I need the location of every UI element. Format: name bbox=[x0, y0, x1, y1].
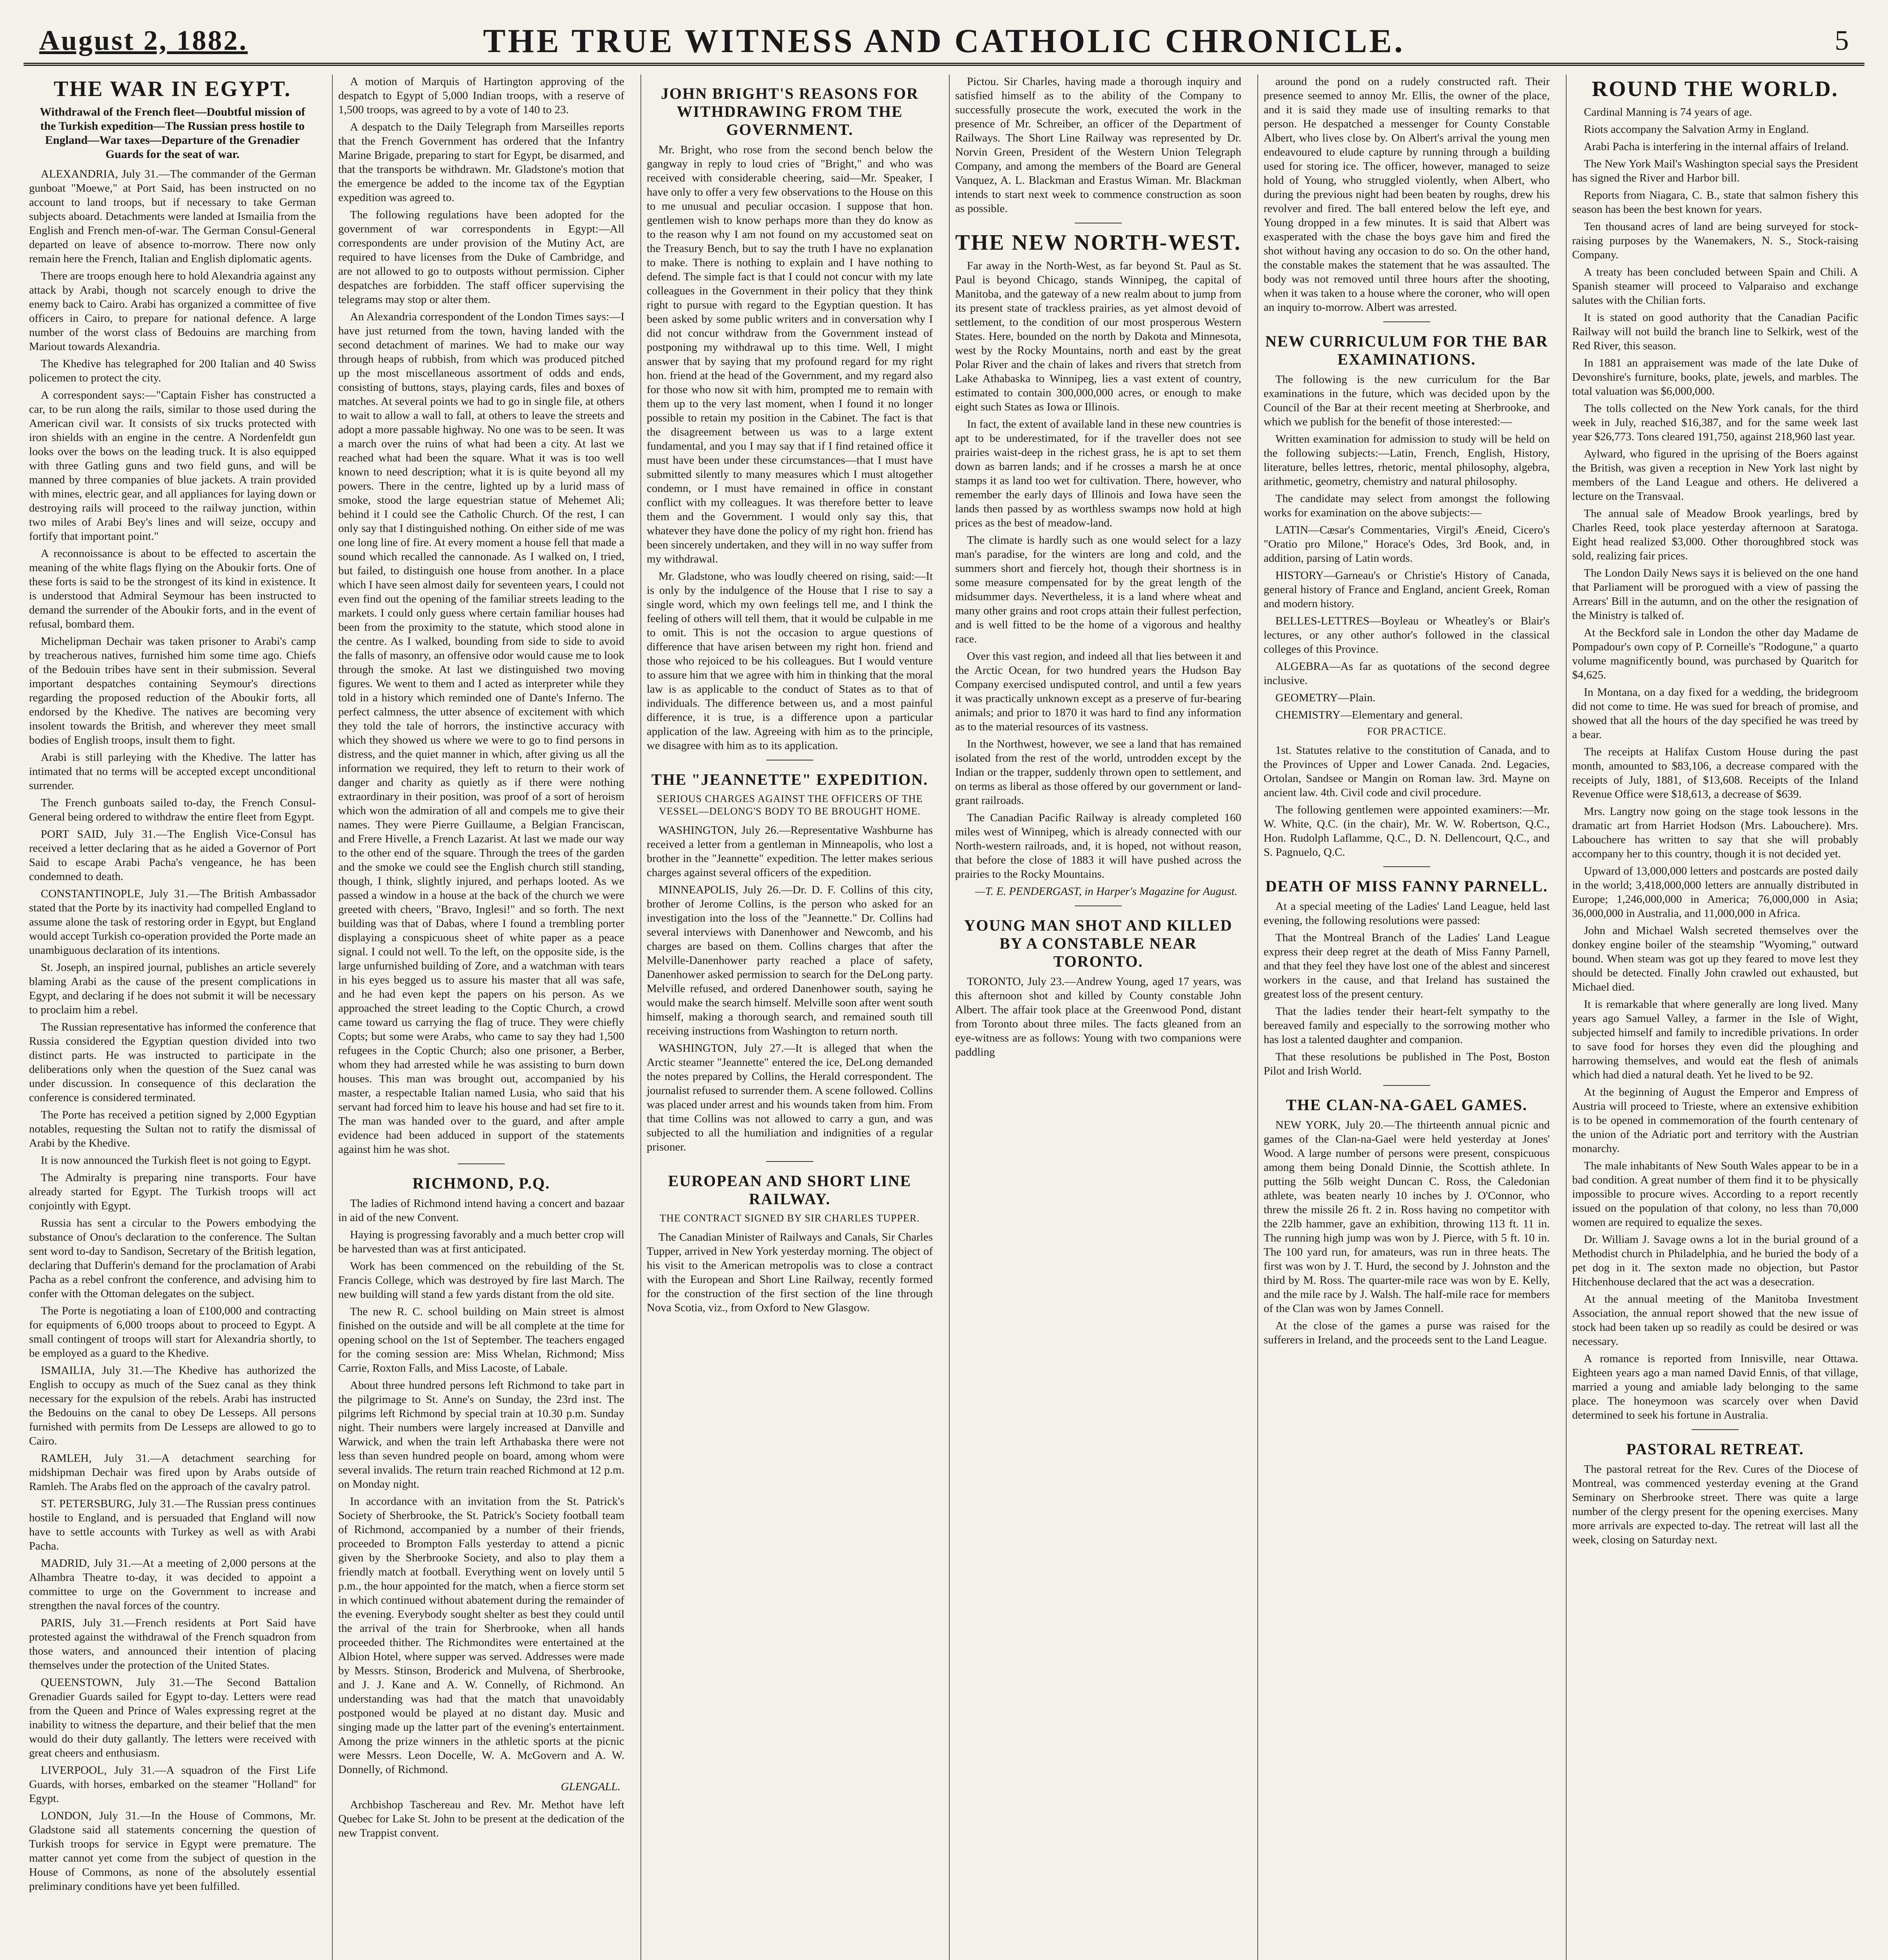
paragraph: The following is the new curriculum for the Bar examinations in the future, which was decided upon by the Council of the Bar at their recent meeting at Sherbrooke, and which we publish for the benefit of those interested:— bbox=[1264, 373, 1550, 428]
column-2 bbox=[332, 74, 630, 1960]
article-heading-toronto-shooting: YOUNG MAN SHOT AND KILLED BY A CONSTABLE NEAR TORONTO. bbox=[964, 916, 1233, 970]
paragraph: In 1881 an appraisement was made of the late Duke of Devonshire's furniture, books, plate, jewels, and marbles. The total valuation was $6,000,000. bbox=[1572, 357, 1858, 397]
paragraph: In the Northwest, however, we see a land that has remained isolated from the rest of the world, untrodden except by the Indian or the trapper, suddenly thrown open to settlement, and on terms as liberal as those offered by our government or land-grant railroads. bbox=[955, 738, 1241, 807]
paragraph: NEW YORK, July 20.—The thirteenth annual picnic and games of the Clan-na-Gael were held yesterday at Jones' Wood. A large number of persons were present, conspicuous among them being Donald Dinnie, the Scottish athlete. In putting the 56lb weight Duncan C. Ross, the Caledonian athlete, was beaten nearly 10 inches by J. O'Connor, who threw the missile 26 ft. 2 in. Ross having no competitor with the 22lb hammer, gave an exhibition, throwing 113 ft. 11 in. The running high jump was won by J. Pierce, with 5 ft. 10 in. The 100 yard run, for amateurs, was run in three heats. The first was won by J. T. Hurd, the second by J. Johnston and the third by M. Ross. The quarter-mile race was won by E. Kelly, and the mile race by J. Walsh. The half-mile race for members of the Clan was won by James Connell. bbox=[1264, 1119, 1550, 1315]
column-3 bbox=[640, 74, 938, 1960]
paragraph: It is stated on good authority that the Canadian Pacific Railway will not build the branch line to Selkirk, west of the Red River, this season. bbox=[1572, 311, 1858, 352]
paragraph: At a special meeting of the Ladies' Land League, held last evening, the following resolutions were passed: bbox=[1264, 900, 1550, 927]
paragraph: It is now announced the Turkish fleet is not going to Egypt. bbox=[41, 1154, 311, 1167]
subsection-label: FOR PRACTICE. bbox=[1367, 726, 1447, 737]
paragraph: The Porte has received a petition signed by 2,000 Egyptian notables, requesting the Sultan not to ratify the dismissal of Arabi by the Khedive. bbox=[29, 1109, 316, 1149]
paragraph: The candidate may select from amongst the following works for examination on the above subjects:— bbox=[1264, 492, 1550, 519]
paragraph: St. Joseph, an inspired journal, publishes an article severely blaming Arabi as the cause of the present complications in Egypt, and declaring if he does not submit it will be necessary to proclaim him a rebel. bbox=[29, 961, 316, 1016]
article-signature: —T. E. PENDERGAST, in Harper's Magazine for August. bbox=[975, 885, 1237, 898]
paragraph: RAMLEH, July 31.—A detachment searching for midshipman Dechair was fired upon by Arabs outside of Ramleh. The Arabs fled on the approach of the cavalry patrol. bbox=[29, 1452, 316, 1493]
paragraph: Haying is progressing favorably and a much better crop will be harvested than was at first anticipated. bbox=[338, 1229, 624, 1255]
paragraph: ALEXANDRIA, July 31.—The commander of the German gunboat "Moewe," at Port Said, has been instructed on no account to land troops, but if necessary to take German subjects aboard. Detachments were landed at Ismailia from the English and French men-of-war. The German Consul-General departed on leave of absence to-morrow. There now only remain here the French, Italian and English diplomatic agents. bbox=[29, 168, 316, 265]
masthead bbox=[24, 16, 1864, 66]
paragraph: Work has been commenced on the rebuilding of the St. Francis College, which was destroyed by fire last March. The new building will stand a few yards distant from the old site. bbox=[338, 1260, 624, 1301]
paragraph: Mrs. Langtry now going on the stage took lessons in the dramatic art from Harriet Hodson (Mrs. Labouchere). Mrs. Labouchere has written to say that she will probably accompany her to this country, though it is not decided yet. bbox=[1572, 805, 1858, 860]
article-heading-jeannette: THE "JEANNETTE" EXPEDITION. bbox=[651, 771, 929, 788]
paragraph: WASHINGTON, July 27.—It is alleged that when the Arctic steamer "Jeannette" entered the ice, DeLong demanded the notes prepared by Collins, the Herald correspondent. The journalist refused to surrender them. A scene followed. Collins was placed under arrest and his wounds taken from him. From that time Collins was not allowed to carry a gun, and was subjected to all the humiliation and indignities of a regular prisoner. bbox=[647, 1042, 933, 1153]
paragraph: LONDON, July 31.—In the House of Commons, Mr. Gladstone said all statements concerning the question of Turkish troops for service in Egypt were premature. The matter cannot yet come from the subject of question in the House of Commons, as none of the absolutely essential preliminary conditions have yet been fulfilled. bbox=[29, 1809, 316, 1893]
paragraph: The male inhabitants of New South Wales appear to be in a bad condition. A great number of them find it to be physically impossible to procure wives. According to a report recently issued on the population of that colony, no less than 70,000 women are required to equalize the sexes. bbox=[1572, 1160, 1858, 1229]
paragraph: HISTORY—Garneau's or Christie's History of Canada, general history of France and England, ancient Greek, Roman and modern history. bbox=[1264, 569, 1550, 610]
paragraph: John and Michael Walsh secreted themselves over the donkey engine boiler of the steamship "Wyoming," outward bound. When steam was got up they feared to move lest they should be detected. Finally John crawled out exhausted, but Michael died. bbox=[1572, 924, 1858, 993]
paragraph: MADRID, July 31.—At a meeting of 2,000 persons at the Alhambra Theatre to-day, it was decided to appoint a committee to urge on the Government to increase and strengthen the naval forces of the country. bbox=[29, 1557, 316, 1612]
paragraph: Over this vast region, and indeed all that lies between it and the Arctic Ocean, for two hundred years the Hudson Bay Company exercised undisputed control, and until a few years it was practically unknown except as a preserve of fur-bearing animals; and prior to 1870 it was hard to find any information as to the material resources of its vastness. bbox=[955, 650, 1241, 733]
paragraph: The ladies of Richmond intend having a concert and bazaar in aid of the new Convent. bbox=[338, 1197, 624, 1224]
article-deck: Withdrawal of the French fleet—Doubtful mission of the Turkish expedition—The Russian press hostile to England—War taxes—Departure of the Grenadier Guards for the seat of war. bbox=[40, 105, 305, 161]
newspaper-title: THE TRUE WITNESS AND CATHOLIC CHRONICLE. bbox=[483, 22, 1405, 60]
paragraph: PARIS, July 31.—French residents at Port Said have protested against the withdrawal of the French squadron from those waters, and announced their intention of placing themselves under the protection of the United States. bbox=[29, 1617, 316, 1671]
paragraph: In accordance with an invitation from the St. Patrick's Society of Sherbrooke, the St. Patrick's Society football team of Richmond, accompanied by a number of their friends, proceeded to Brompton Falls yesterday to attend a picnic given by the Sherbrooke Society, and also to play them a friendly match at football. Everything went on lovely until 5 p.m., the hour appointed for the match, when a fierce storm set in which continued without abatement during the remainder of the evening. Everybody sought shelter as best they could until the arrival of the train for Sherbrooke, when all hands proceeded thither. The Richmondites were entertained at the Albion Hotel, where supper was served. Addresses were made by Messrs. Stinson, Broderick and Mulvena, of Sherbrooke, and J. J. Kane and A. W. Connelly, of Richmond. An understanding was had that the match that unavoidably postponed would be played at no distant day. Music and singing made up the latter part of the evening's entertainment. Among the prize winners in the athletic sports at the picnic were Messrs. Leon Docelle, W. A. McGovern and A. W. Donnelly, of Richmond. bbox=[338, 1495, 624, 1776]
page-number: 5 bbox=[1835, 25, 1849, 56]
paragraph: The tolls collected on the New York canals, for the third week in July, reached $16,387, and for the same week last year $26,773. Tons cleared 191,750, against 218,960 last year. bbox=[1572, 402, 1858, 443]
paragraph: Michelipman Dechair was taken prisoner to Arabi's camp by treacherous natives, furnished him some time ago. Chiefs of the Bedouin tribes have sent in their submission. Several important despatches containing Seymour's directions regarding the proposed reduction of the Aboukir forts, all endorsed by the Khedive. The natives are becoming very insolent towards the British, and wherever they meet small bodies of English troops, insult them to fight. bbox=[29, 635, 316, 746]
paragraph: About three hundred persons left Richmond to take part in the pilgrimage to St. Anne's on Sunday, the 23rd inst. The pilgrims left Richmond by special train at 10.30 p.m. Sunday night. Their numbers were largely increased at Danville and Warwick, and when the train left Arthabaska there were not less than seven hundred people on board, among whom were several invalids. The return train reached Richmond at 12 p.m. on Monday night. bbox=[338, 1379, 624, 1490]
article-heading-railway: EUROPEAN AND SHORT LINE RAILWAY. bbox=[668, 1172, 912, 1208]
paragraph: A reconnoissance is about to be effected to ascertain the meaning of the white flags flying on the Aboukir forts. One of these forts is said to be the strongest of its kind in existence. It is understood that Admiral Seymour has been instructed to demand the surrender of the Aboukir forts, and in the event of refusal, bombard them. bbox=[29, 547, 316, 630]
paragraph: Reports from Niagara, C. B., state that salmon fishery this season has been the best known for years. bbox=[1572, 189, 1858, 216]
column-5 bbox=[1257, 74, 1555, 1960]
section-divider bbox=[1383, 321, 1430, 322]
paragraph: Upward of 13,000,000 letters and postcards are posted daily in the world; 3,418,000,000 letters are annually distributed in Europe; 1,246,000,000 in America; 76,000,000 in Asia; 36,000,000 in Australia, and 11,000,000 in Africa. bbox=[1572, 865, 1858, 920]
columns bbox=[24, 74, 1864, 1960]
paragraph: ALGEBRA—As far as quotations of the second degree inclusive. bbox=[1264, 660, 1550, 687]
paragraph: around the pond on a rudely constructed raft. Their presence seemed to annoy Mr. Ellis, the owner of the place, and it is said they made use of insulting remarks to that person. He despatched a messenger for County Constable Albert, who lives close by. On Albert's arrival the young men endeavoured to elude capture by running through a building used for storing ice. The officer, however, managed to seize hold of Young, who struggled violently, when Albert, who during the previous night had been beaten by roughs, drew his revolver and fired. The ball entered below the left eye, and Young dropped in a few minutes. It is said that Albert was exasperated with the chase the boys gave him and fired the shot without having any occasion to do so. On the other hand, the constable makes the statement that he was assaulted. The body was not removed until three hours after the shooting, when it was taken to a house where the coroner, who will open an inquiry to-morrow. Albert was arrested. bbox=[1264, 75, 1550, 314]
paragraph: The climate is hardly such as one would select for a lazy man's paradise, for the winters are long and cold, and the summers short and fiercely hot, though their shortness is in some measure compensated for by the great length of the midsummer days. Nevertheless, it is a land where wheat and many other grains and root crops attain their fullest perfection, and is well fitted to be the home of a vigorous and healthy race. bbox=[955, 534, 1241, 645]
paragraph: A despatch to the Daily Telegraph from Marseilles reports that the French Government has ordered that the Infantry Marine Brigade, preparing to start for Egypt, be disarmed, and that the transports be withdrawn. Mr. Gladstone's motion that the emergence be added to the income tax of the Egyptian expedition was agreed to. bbox=[338, 121, 624, 204]
article-deck: THE CONTRACT SIGNED BY SIR CHARLES TUPPER. bbox=[660, 1212, 920, 1224]
article-heading-fanny-parnell: DEATH OF MISS FANNY PARNELL. bbox=[1265, 877, 1548, 895]
paragraph: In Montana, on a day fixed for a wedding, the bridegroom did not come to time. He was sued for breach of promise, and showed that all the hours of the day specified he was treed by a bear. bbox=[1572, 686, 1858, 741]
article-heading-round-the-world: ROUND THE WORLD. bbox=[1592, 77, 1839, 101]
paragraph: Aylward, who figured in the uprising of the Boers against the British, was given a reception in New York last night by members of the Land League and others. He delivered a lecture on the Transvaal. bbox=[1572, 448, 1858, 503]
paragraph: That the Montreal Branch of the Ladies' Land League express their deep regret at the death of Miss Fanny Parnell, and that they feel they have lost one of the ablest and sincerest workers in the cause, and that Ireland has sustained the greatest loss of the present century. bbox=[1264, 931, 1550, 1000]
issue-date: August 2, 1882. bbox=[39, 25, 248, 56]
paragraph: The Admiralty is preparing nine transports. Four have already started for Egypt. The Turkish troops will act conjointly with Egypt. bbox=[29, 1171, 316, 1212]
paragraph: The Porte is negotiating a loan of £100,000 and contracting for equipments of 6,000 troops about to proceed to Egypt. A small contingent of troops will start for Alexandria shortly, to be employed as a guard to the Khedive. bbox=[29, 1305, 316, 1359]
paragraph: Archbishop Taschereau and Rev. Mr. Methot have left Quebec for Lake St. John to be present at the dedication of the new Trappist convent. bbox=[338, 1798, 624, 1839]
section-divider bbox=[1383, 866, 1430, 867]
paragraph: Written examination for admission to study will be held on the following subjects:—Latin, French, English, History, literature, belles lettres, rhetoric, mental philosophy, algebra, arithmetic, geometry, chemistry and natural philosophy. bbox=[1264, 433, 1550, 488]
paragraph: Cardinal Manning is 74 years of age. bbox=[1584, 106, 1752, 118]
paragraph: Mr. Bright, who rose from the second bench below the gangway in reply to loud cries of "Bright," and who was received with considerable cheering, said—Mr. Speaker, I have only to offer a very few observations to the House on this to me unusual and peculiar occasion. I suppose that hon. gentlemen wish to know perhaps more than they do know as to the reason why I am not found on my accustomed seat on the Treasury Bench, but to say the truth I have no explanation to make. There is nothing to explain and I have nothing to defend. The simple fact is that I could not concur with my late colleagues in the Government in their policy that they think right to pursue with regard to the Egyptian question. It has been asked by some public writers and in conversation why I did not concur withdraw from the Government instead of postponing my withdrawal up to this time. Well, I might answer that by saying that my profound regard for my right hon. friend at the head of the Government, and my regard also for those who now sit with him, prompted me to remain with them up to the very last moment, when I found it no longer possible to retain my position in the Cabinet. The fact is that the disagreement between us was to a large extent fundamental, and you I may say that if I find retained office it must have been under these circumstances—that I must have submitted silently to many measures which I must altogether condemn, or I must have remained in office in constant conflict with my colleagues. It was therefore better to leave them and the Government. I would only say this, that whatever they have done the policy of my right hon. friend has been sincerely undertaken, and they will in no way suffer from my withdrawal. bbox=[647, 143, 933, 565]
paragraph: BELLES-LETTRES—Boyleau or Wheatley's or Blair's lectures, or any other author's followed in the classical colleges of this Province. bbox=[1264, 615, 1550, 655]
paragraph: CHEMISTRY—Elementary and general. bbox=[1275, 709, 1463, 721]
paragraph: The Canadian Minister of Railways and Canals, Sir Charles Tupper, arrived in New York yesterday morning. The object of his visit to the American metropolis was to close a contract with the European and Short Line Railway, recently formed for the construction of the first section of the line through Nova Scotia, viz., from Oxford to New Glasgow. bbox=[647, 1231, 933, 1314]
paragraph: MINNEAPOLIS, July 26.—Dr. D. F. Collins of this city, brother of Jerome Collins, is the person who asked for an investigation into the loss of the "Jeannette." Dr. Collins had several interviews with Danenhower and Newcomb, and his charges are based on them. Collins charges that after the Melville-Danenhower party reached a place of safety, Danenhower asked permission to search for the DeLong party. Melville refused, and ordered Danenhower south, saying he would make the search himself. Melville soon after went south himself, making a thorough search, and remained south till receiving instructions from Washington to return north. bbox=[647, 884, 933, 1037]
paragraph: The Khedive has telegraphed for 200 Italian and 40 Swiss policemen to protect the city. bbox=[29, 358, 316, 384]
paragraph: Ten thousand acres of land are being surveyed for stock-raising purposes by the Wanemakers, N. S., Stock-raising Company. bbox=[1572, 220, 1858, 261]
paragraph: A correspondent says:—"Captain Fisher has constructed a car, to be run along the rails, similar to those used during the American civil war. It consists of six trucks protected with iron shields with an engine in the centre. A Nordenfeldt gun looks over the bows on the leading truck. It is also equipped with three Gatling guns and two field guns, and will be manned by three companies of blue jackets. A train provided with mines, electric gear, and all appliances for laying down or destroying rails will proceed to the railway junction, within two miles of Arabi Bey's lines and will seize, occupy and fortify that important point." bbox=[29, 389, 316, 543]
paragraph: Arabi Pacha is interfering in the internal affairs of Ireland. bbox=[1584, 140, 1849, 153]
paragraph: QUEENSTOWN, July 31.—The Second Battalion Grenadier Guards sailed for Egypt to-day. Letters were read from the Queen and Prince of Wales expressing regret at the inability to witness the departure, and their belief that the men would do their duty gallantly. The letters were received with great cheers and enthusiasm. bbox=[29, 1676, 316, 1759]
paragraph: The pastoral retreat for the Rev. Cures of the Diocese of Montreal, was commenced yesterday evening at the Grand Seminary on Sherbrooke street. There was quite a large number of the clergy present for the opening exercises. Many more arrivals are expected to-day. The retreat will last all the week, closing on Saturday next. bbox=[1572, 1463, 1858, 1546]
section-divider bbox=[766, 1161, 813, 1162]
paragraph: Russia has sent a circular to the Powers embodying the substance of Onou's declaration to the conference. The Sultan sent word to-day to Sandison, Secretary of the British legation, declaring that Dufferin's demand for the proclamation of Arabi Pacha as a rebel confront the conference, and advising him to confer with the Ottoman delegates on the subject. bbox=[29, 1217, 316, 1300]
paragraph: That these resolutions be published in The Post, Boston Pilot and Irish World. bbox=[1264, 1051, 1550, 1077]
paragraph: LIVERPOOL, July 31.—A squadron of the First Life Guards, with horses, embarked on the steamer "Holland" for Egypt. bbox=[29, 1764, 316, 1805]
paragraph: CONSTANTINOPLE, July 31.—The British Ambassador stated that the Porte by its inactivity had compelled England to assume alone the task of restoring order in Egypt, but England would accept Turkish co-operation provided the Porte made an unambiguous declaration of its intentions. bbox=[29, 887, 316, 956]
paragraph: A motion of Marquis of Hartington approving of the despatch to Egypt of 5,000 Indian troops, with a reserve of 1,500 troops, was agreed to by a vote of 140 to 23. bbox=[338, 75, 624, 116]
article-heading-war-in-egypt: THE WAR IN EGYPT. bbox=[54, 77, 291, 101]
paragraph: LATIN—Cæsar's Commentaries, Virgil's Æneid, Cicero's "Oratio pro Milone," Horace's Odes, 3rd Book, and, in addition, parsing of Latin words. bbox=[1264, 524, 1550, 564]
paragraph: There are troops enough here to hold Alexandria against any attack by Arabi, though not scarcely enough to drive the enemy back to Cairo. Arabi has organized a committee of five officers in Cairo, to prepare for national defence. A large number of the worst class of Bedouins are marching from Mariout towards Alexandria. bbox=[29, 270, 316, 353]
section-divider bbox=[458, 1163, 505, 1164]
paragraph: An Alexandria correspondent of the London Times says:—I have just returned from the town, having landed with the second detachment of marines. We had to make our way through heaps of rubbish, from which was produced pitched up the most miscellaneous assortment of odds and ends, consisting of buttons, stays, playing cards, files and boxes of matches. At several points we had to go in single file, at others to wait to allow a wall to fall, at others to leave the streets and adopt a more passable highway. No one was to be seen. It was a march over the ruins of what had been a city. At last we reached what had been the square. What it was is too well known to need description; what it is is quite beyond all my powers. There in the centre, lighted up by a lurid mass of smoke, stood the large equestrian statue of Mehemet Ali; behind it I could see the Catholic Church. Of the rest, I can only say that I distinguished nothing. On either side of me was one long line of fire. At every moment a house fell that made a sound which recalled the cannonade. As I walked on, I tried, but failed, to distinguish one house from another. In a place which I have seen almost daily for seventeen years, I could not even find out the opening of the familiar streets leading to the markets. I could only guess where certain familiar houses had been from the proximity to the statute, which stood alone in the centre. As I walked, bounding from side to side to avoid the falls of masonry, an offensive odor would cause me to look through the smoke. At last we distinguished two moving figures. We went to them and I acted as interpreter while they told in a history which reminded one of Dante's Inferno. The perfect calmness, the utter absence of excitement with which they told the tale of horrors, the instinctive accuracy with which they showed us where we were to go to find persons in distress, and the quiet manner in which, after giving us all the information we required, they left to return to their work of danger and charity as quietly as if there were nothing extraordinary in their position, was proof of a sort of heroism which won the admiration of all and compels me to give their names. They were Pierre Guillaume, a Belgian Franciscan, and Frere Hivelle, a French Lazarist. At last we made our way to the other end of the square. Through the trees of the garden and the smoke we could see the English church still standing, though, I think, slightly injured, and perhaps looted. As we passed a window in a house at the back of the church we were greeted with cheers, "Bravo, Inglesi!" and so forth. The next building was that of Dabas, where I found a trembling porter displaying a conspicuous sheet of white paper as a peace signal. I could not well. To the left, on the opposite side, is the large unfurnished building of Zore, and a watchman with tears in his eyes begged us to assure his master that all was safe, and he had even kept the papers on his person. As we approached the street leading to the Coptic Church, a crowd came toward us carrying the flag of truce. They were chiefly Copts; but some were Arabs, who came to say they had 1,500 refugees in the Coptic Church; also one prisoner, a Berber, whom they had arrested while he was assisting to burn down houses. This man was brought out, accompanied by his master, a respectable Italian named Lusia, who said that his servant had forced him to leave his house and had set fire to it. The man was handed over to the guard, and after ample evidence had been adduced in support of the statements against him he was shot. bbox=[338, 310, 624, 1156]
paragraph: 1st. Statutes relative to the constitution of Canada, and to the Provinces of Upper and Lower Canada. 2nd. Legacies, Ortolan, Sandsee or Mangin on Roman law. 3rd. Mayne on ancient law. 4th. Civil code and civil procedure. bbox=[1264, 744, 1550, 799]
article-heading-richmond: RICHMOND, P.Q. bbox=[412, 1174, 550, 1192]
paragraph: Arabi is still parleying with the Khedive. The latter has intimated that no terms will be accepted except unconditional surrender. bbox=[29, 751, 316, 792]
paragraph: TORONTO, July 23.—Andrew Young, aged 17 years, was this afternoon shot and killed by County constable John Albert. The affair took place at the Greenwood Pond, distant from Toronto about three miles. The facts gleaned from an eye-witness are as follows: Young with two companions were paddling bbox=[955, 975, 1241, 1058]
paragraph: A treaty has been concluded between Spain and Chili. A Spanish steamer will proceed to Valparaiso and exchange salutes with the Chilian forts. bbox=[1572, 266, 1858, 307]
article-deck: SERIOUS CHARGES AGAINST THE OFFICERS OF THE VESSEL—DELONG'S BODY TO BE BROUGHT HOME. bbox=[657, 793, 923, 817]
section-divider bbox=[1692, 1429, 1739, 1430]
paragraph: WASHINGTON, July 26.—Representative Washburne has received a letter from a gentleman in Minneapolis, who lost a brother in the "Jeannette" expedition. The letter makes serious charges against several officers of the expedition. bbox=[647, 824, 933, 879]
article-heading-new-north-west: THE NEW NORTH-WEST. bbox=[955, 230, 1241, 255]
paragraph: The receipts at Halifax Custom House during the past month, amounted to $83,106, a decrease compared with the receipts of July, 1881, of $13,608. Receipts of the Inland Revenue Office were $18,613, a decrease of $639. bbox=[1572, 746, 1858, 800]
paragraph: The New York Mail's Washington special says the President has signed the River and Harbor bill. bbox=[1572, 158, 1858, 184]
paragraph: In fact, the extent of available land in these new countries is apt to be underestimated, for if the traveller does not see prairies waist-deep in the richest grass, he is apt to set them down as barren lands; and if he crosses a marsh he at once stamps it as land too wet for cultivation. There, however, who remember the early days of Illinois and Iowa have seen the lands then passed by as worthless swamps now hold at high prices as the best of meadow-land. bbox=[955, 418, 1241, 529]
paragraph: ST. PETERSBURG, July 31.—The Russian press continues hostile to England, and is persuaded that England will now have to settle accounts with Turkey as well as with Arabi Pacha. bbox=[29, 1497, 316, 1552]
article-heading-pastoral-retreat: PASTORAL RETREAT. bbox=[1626, 1440, 1804, 1458]
paragraph: The Russian representative has informed the conference that Russia considered the Egyptian question divided into two distinct parts. He was instructed to participate in the deliberations only when the question of the Suez canal was under discussion. In consequence of this declaration the conference is considered terminated. bbox=[29, 1021, 316, 1104]
paragraph: The French gunboats sailed to-day, the French Consul-General being ordered to withdraw the entire fleet from Egypt. bbox=[29, 797, 316, 823]
paragraph: The annual sale of Meadow Brook yearlings, bred by Charles Reed, took place yesterday afternoon at Saratoga. Eight head realized $3,000. Other thoroughbred stock was sold, realizing fair prices. bbox=[1572, 507, 1858, 562]
paragraph: The London Daily News says it is believed on the one hand that Parliament will be prorogued with a view of passing the Arrears' Bill in the autumn, and on the other the resignation of the Ministry is talked of. bbox=[1572, 567, 1858, 622]
paragraph: PORT SAID, July 31.—The English Vice-Consul has received a letter declaring that as he aided a Governor of Port Said to escape Arabi Pacha's vengeance, he has been condemned to death. bbox=[29, 828, 316, 883]
paragraph: At the Beckford sale in London the other day Madame de Pompadour's own copy of P. Corneille's "Rodogune," a quarto volume magnificently bound, was purchased by Quaritch for $4,625. bbox=[1572, 626, 1858, 681]
article-heading-john-bright: JOHN BRIGHT'S REASONS FOR WITHDRAWING FROM THE GOVERNMENT. bbox=[661, 85, 919, 138]
paragraph: ISMAILIA, July 31.—The Khedive has authorized the English to occupy as much of the Suez canal as they think necessary for the expulsion of the rebels. Arabi has instructed the Bedouins on the canal to obey De Lesseps. All persons furnished with permits from De Lesseps are allowed to go to Cairo. bbox=[29, 1364, 316, 1447]
column-1 bbox=[24, 74, 321, 1960]
paragraph: GEOMETRY—Plain. bbox=[1275, 691, 1376, 704]
paragraph: The new R. C. school building on Main street is almost finished on the outside and will be all complete at the time for opening school on the 1st of September. The teachers engaged for the coming session are: Miss Whelan, Richmond; Miss Carrie, Roxton Falls, and Miss Lacoste, of Labale. bbox=[338, 1305, 624, 1374]
paragraph: Mr. Gladstone, who was loudly cheered on rising, said:—It is only by the indulgence of the House that I rise to say a single word, which my own feelings tell me, and I think the feeling of others will tell them, that it would be culpable in me to omit. This is not the occasion to argue questions of difference that have arisen between my right hon. friend and those who rejoiced to be his colleagues. But I would venture to assure him that we agree with him in thinking that the moral law is as applicable to the conduct of States as to that of individuals. The difference between us, and a most painful difference, it is true, is a difference upon a particular application of the law. Agreeing with him as to the principle, we disagree with him as to its application. bbox=[647, 570, 933, 752]
paragraph: At the close of the games a purse was raised for the sufferers in Ireland, and the proceeds sent to the Land League. bbox=[1264, 1319, 1550, 1346]
paragraph: A romance is reported from Innisville, near Ottawa. Eighteen years ago a man named David Ennis, of that village, married a young and amiable lady belonging to the same place. The honeymoon was scarcely over when David determined to seek his fortune in Australia. bbox=[1572, 1352, 1858, 1421]
paragraph: The following gentlemen were appointed examiners:—Mr. W. White, Q.C. (in the chair), Mr. W. W. Robertson, Q.C., Hon. Rudolph Laflamme, Q.C., D. N. Dellencourt, Q.C., and S. Pagnuelo, Q.C. bbox=[1264, 804, 1550, 858]
paragraph: Far away in the North-West, as far beyond St. Paul as St. Paul is beyond Chicago, stands Winnipeg, the capital of Manitoba, and the gateway of a new realm about to jump from its present state of trackless prairies, as yet almost devoid of settlement, to the condition of our most prosperous Western States. Here, bounded on the north by Dakota and Minnesota, west by the Rocky Mountains, north and east by the great Polar River and the chain of lakes and rivers that stretch from Lake Athabaska to Winnipeg, lies a vast extent of country, estimated to contain 300,000,000 acres, or enough to make eight such States as Iowa or Illinois. bbox=[955, 260, 1241, 413]
article-heading-bar-curriculum: NEW CURRICULUM FOR THE BAR EXAMINATIONS. bbox=[1265, 332, 1548, 368]
column-4 bbox=[949, 74, 1247, 1960]
section-divider bbox=[1383, 1085, 1430, 1086]
paragraph: Riots accompany the Salvation Army in England. bbox=[1584, 123, 1809, 136]
paragraph: The following regulations have been adopted for the government of war correspondents in Egypt:—All correspondents are under provision of the Mutiny Act, are required to have licenses from the Duke of Cambridge, and are not allowed to go to outposts without permission. Cipher despatches are forbidden. The staff officer supervising the telegrams may stop or alter them. bbox=[338, 209, 624, 306]
paragraph: Dr. William J. Savage owns a lot in the burial ground of a Methodist church in Philadelphia, and he buried the body of a pet dog in it. The sexton made no objection, but Pastor Hitchenhouse declared that the act was a desecration. bbox=[1572, 1233, 1858, 1288]
column-6 bbox=[1566, 74, 1864, 1960]
paragraph: Pictou. Sir Charles, having made a thorough inquiry and satisfied himself as to the ability of the Company to successfully prosecute the work, executed the work in the presence of Mr. Schreiber, an officer of the Department of Railways. The Short Line Railway was represented by Dr. Norvin Green, President of the Western Union Telegraph Company, and among the members of the Board are General Vanquez, A. L. Blackman and Erastus Wiman. Mr. Blackman intends to start next week to commence construction as soon as possible. bbox=[955, 75, 1241, 215]
newspaper-page bbox=[24, 16, 1864, 1960]
article-heading-clan-na-gael: THE CLAN-NA-GAEL GAMES. bbox=[1286, 1096, 1528, 1114]
paragraph: At the annual meeting of the Manitoba Investment Association, the annual report showed that the new issue of stock had been taken up so readily as could be desired or was necessary. bbox=[1572, 1293, 1858, 1348]
paragraph: That the ladies tender their heart-felt sympathy to the bereaved family and especially to the sorrowing mother who has lost a talented daughter and companion. bbox=[1264, 1005, 1550, 1046]
paragraph: It is remarkable that where generally are long lived. Many years ago Samuel Valley, a farmer in the Isle of Wight, subjected himself and family to incredible privations. In order to save food for horses they even did the ploughing and harrowing themselves, and would eat the flesh of animals which had died a natural death. Yet he lived to be 92. bbox=[1572, 998, 1858, 1081]
article-signature: GLENGALL. bbox=[560, 1780, 620, 1793]
paragraph: At the beginning of August the Emperor and Empress of Austria will proceed to Trieste, where an extensive exhibition is to be opened in commemoration of the fourth centenary of the union of the Adriatic port and territory with the Austrian monarchy. bbox=[1572, 1086, 1858, 1155]
paragraph: The Canadian Pacific Railway is already completed 160 miles west of Winnipeg, which is already connected with our North-western railroads, and, it is hoped, not without reason, that before the close of 1883 it will have pushed across the prairies to the Rocky Mountains. bbox=[955, 811, 1241, 880]
